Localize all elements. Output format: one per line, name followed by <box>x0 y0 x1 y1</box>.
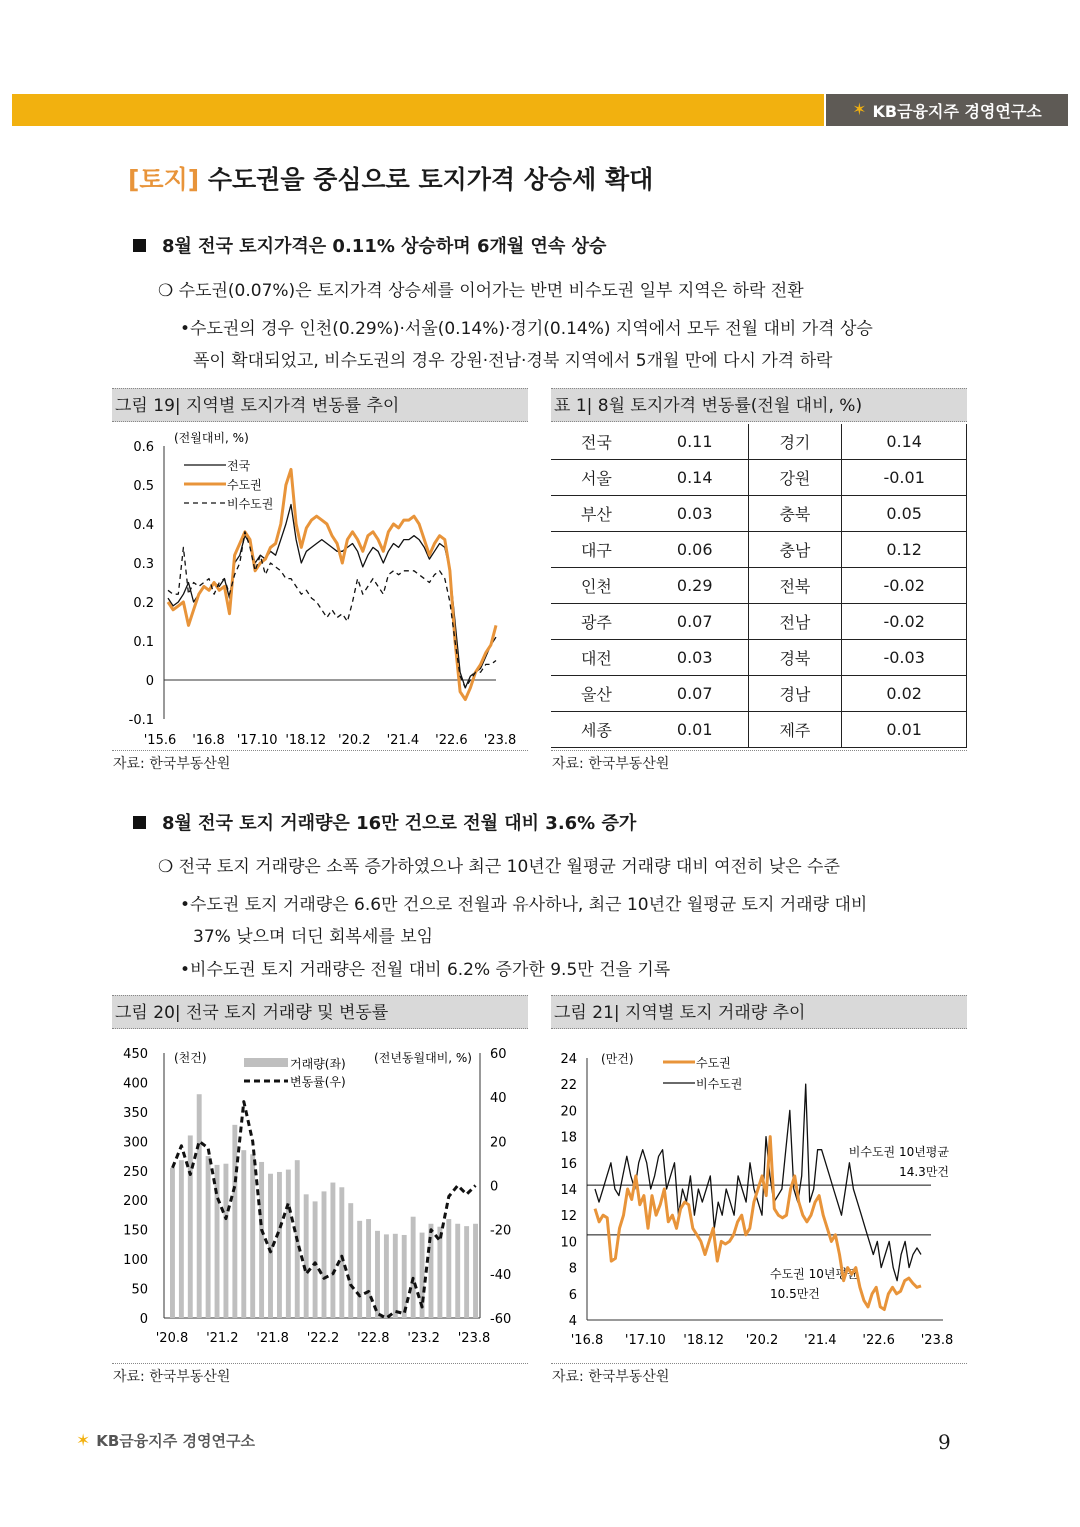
footer-logo-text: KB금융지주 경영연구소 <box>96 1432 255 1450</box>
legend-label: 수도권 <box>696 1056 731 1070</box>
table-value-cell: 0.11 <box>642 424 748 460</box>
footer-logo <box>76 1430 255 1451</box>
x-tick-label: '15.6 <box>143 733 177 748</box>
y-tick-label-left: 300 <box>123 1135 148 1151</box>
y-tick-label-right: 60 <box>490 1047 507 1062</box>
title-tag: [토지] <box>128 165 200 194</box>
bar <box>357 1221 362 1318</box>
x-tick-label: '20.8 <box>155 1331 189 1346</box>
table-value-cell: 0.14 <box>842 424 967 460</box>
fig21-chart <box>551 1038 967 1358</box>
bar <box>473 1224 478 1318</box>
table-value-cell: 0.03 <box>642 640 748 676</box>
y-tick-label-left: 450 <box>123 1047 148 1062</box>
table-region-cell: 대전 <box>551 640 642 676</box>
y-tick-label: 0.6 <box>133 440 154 455</box>
table-value-cell: 0.07 <box>642 604 748 640</box>
table-region-cell: 경남 <box>748 676 842 712</box>
x-tick-label: '16.8 <box>570 1333 604 1348</box>
section2-bullet1-line2: 37% 낮으며 더딘 회복세를 보임 <box>193 927 434 947</box>
x-tick-label: '18.12 <box>285 733 327 748</box>
legend-label: 비수도권 <box>696 1077 743 1091</box>
square-bullet-icon <box>133 239 146 252</box>
legend-label: 전국 <box>227 459 251 473</box>
y-tick-label-left: 50 <box>131 1282 148 1298</box>
circle-bullet-icon: ❍ <box>158 857 174 877</box>
table-value-cell: -0.02 <box>842 568 967 604</box>
bar <box>313 1201 318 1318</box>
bar <box>330 1183 335 1318</box>
bar <box>375 1231 380 1318</box>
section2-bullet1-line1 <box>180 890 867 915</box>
table-region-cell: 대구 <box>551 532 642 568</box>
table1-caption: 표 1| 8월 토지가격 변동률(전월 대비, %) <box>551 388 967 422</box>
table-region-cell: 충남 <box>748 532 842 568</box>
table-region-cell: 전남 <box>748 604 842 640</box>
dot-bullet-icon: • <box>180 895 191 915</box>
y-tick-label: 14 <box>560 1183 577 1198</box>
table-row <box>551 604 967 640</box>
y-tick-label: 16 <box>560 1156 577 1172</box>
y-tick-label-right: -40 <box>490 1267 512 1283</box>
bar <box>170 1168 175 1318</box>
bar <box>223 1164 228 1318</box>
table-value-cell: 0.12 <box>842 532 967 568</box>
bar <box>241 1150 246 1318</box>
table-region-cell: 강원 <box>748 460 842 496</box>
kb-star-icon: ✶ <box>76 1430 91 1451</box>
legend-swatch <box>244 1058 288 1067</box>
x-tick-label: '21.4 <box>386 733 420 748</box>
fig19-source: 자료: 한국부동산원 <box>113 756 231 772</box>
table-region-cell: 경북 <box>748 640 842 676</box>
section1-bullet1-line1-text: 수도권의 경우 인천(0.29%)·서울(0.14%)·경기(0.14%) 지역에서 모두 전월 대비 가격 상승 <box>190 319 873 339</box>
bar <box>348 1203 353 1318</box>
series-line-수도권 <box>595 1137 921 1310</box>
bar <box>384 1234 389 1318</box>
fig21-source: 자료: 한국부동산원 <box>552 1369 670 1385</box>
table-row <box>551 496 967 532</box>
table-value-cell: 0.05 <box>842 496 967 532</box>
x-tick-label: '23.2 <box>407 1331 440 1346</box>
bar <box>393 1234 398 1318</box>
y-tick-label: 0.4 <box>133 518 154 533</box>
table-value-cell: -0.01 <box>842 460 967 496</box>
x-tick-label: '17.10 <box>236 733 278 748</box>
table-value-cell: 0.01 <box>642 712 748 748</box>
table-region-cell: 광주 <box>551 604 642 640</box>
table-region-cell: 부산 <box>551 496 642 532</box>
y-tick-label: 4 <box>568 1314 577 1329</box>
bar <box>215 1165 220 1318</box>
y-tick-label: 8 <box>568 1261 577 1277</box>
y-tick-label: 0.5 <box>133 479 154 494</box>
table1 <box>551 424 967 748</box>
y-tick-label: 18 <box>560 1130 577 1146</box>
fig19-source-line <box>112 750 528 751</box>
fig19-chart <box>112 424 528 754</box>
section1-bullet1-line1 <box>180 314 873 339</box>
square-bullet-icon <box>133 816 146 829</box>
section1-heading <box>133 232 606 258</box>
left-unit-label: (천건) <box>174 1051 207 1065</box>
x-tick-label: '16.8 <box>192 733 225 748</box>
bar <box>304 1194 309 1318</box>
table-region-cell: 서울 <box>551 460 642 496</box>
dot-bullet-icon: • <box>180 960 191 980</box>
x-tick-label: '22.8 <box>357 1331 390 1346</box>
table-region-cell: 경기 <box>748 424 842 460</box>
y-tick-label: -0.1 <box>128 713 154 728</box>
bar <box>259 1162 264 1318</box>
fig20-source: 자료: 한국부동산원 <box>113 1369 231 1385</box>
page-title <box>128 160 653 196</box>
annotation-label: 수도권 10년평균 <box>770 1267 859 1281</box>
y-tick-label: 0.1 <box>133 635 154 650</box>
y-tick-label-left: 0 <box>139 1312 148 1327</box>
fig19-caption: 그림 19| 지역별 토지가격 변동률 추이 <box>112 388 528 422</box>
y-tick-label-left: 400 <box>123 1076 148 1092</box>
table-value-cell: 0.06 <box>642 532 748 568</box>
table-value-cell: 0.03 <box>642 496 748 532</box>
unit-label: (만건) <box>601 1052 634 1066</box>
x-tick-label: '21.4 <box>804 1333 837 1348</box>
circle-bullet-icon: ❍ <box>158 281 174 301</box>
x-tick-label: '21.8 <box>256 1331 289 1346</box>
x-tick-label: '23.8 <box>457 1331 491 1346</box>
table1-source: 자료: 한국부동산원 <box>552 756 670 772</box>
fig21-caption: 그림 21| 지역별 토지 거래량 추이 <box>551 995 967 1029</box>
section2-point-text: 전국 토지 거래량은 소폭 증가하였으나 최근 10년간 월평균 거래량 대비 여전히 낮은 수준 <box>178 857 840 877</box>
x-tick-label: '18.12 <box>683 1333 725 1348</box>
table-region-cell: 제주 <box>748 712 842 748</box>
bar <box>322 1191 327 1318</box>
y-tick-label-right: 0 <box>490 1179 499 1195</box>
y-tick-label-right: 40 <box>490 1091 507 1107</box>
fig20-source-line <box>112 1363 528 1364</box>
section1-bullet1-line2: 폭이 확대되었고, 비수도권의 경우 강원·전남·경북 지역에서 5개월 만에 다시 가격 하락 <box>193 351 833 371</box>
table-value-cell: 0.02 <box>842 676 967 712</box>
right-unit-label: (전년동월대비, %) <box>374 1051 472 1065</box>
bar <box>366 1219 371 1318</box>
section2-bullet2-text: 비수도권 토지 거래량은 전월 대비 6.2% 증가한 9.5만 건을 기록 <box>190 960 671 980</box>
x-tick-label: '22.6 <box>862 1333 895 1348</box>
y-tick-label: 24 <box>560 1052 577 1067</box>
table-region-cell: 인천 <box>551 568 642 604</box>
table-value-cell: 0.14 <box>642 460 748 496</box>
fig20-chart <box>112 1038 528 1358</box>
bar <box>250 1154 255 1318</box>
section1-point-text: 수도권(0.07%)은 토지가격 상승세를 이어가는 반면 비수도권 일부 지역은 하락 전환 <box>178 281 804 301</box>
x-tick-label: '20.2 <box>338 733 371 748</box>
y-tick-label-right: -20 <box>490 1223 512 1239</box>
fig20-caption: 그림 20| 전국 토지 거래량 및 변동률 <box>112 995 528 1029</box>
bar <box>455 1224 460 1318</box>
section1-point <box>158 276 804 301</box>
table-row <box>551 640 967 676</box>
y-tick-label-left: 200 <box>123 1194 148 1210</box>
y-tick-label: 12 <box>560 1209 577 1225</box>
unit-label: (전월대비, %) <box>174 431 249 445</box>
y-tick-label-left: 100 <box>123 1253 148 1269</box>
legend-label: 변동률(우) <box>290 1075 346 1089</box>
kb-star-icon: ✶ <box>852 100 867 120</box>
header-logo <box>826 94 1068 126</box>
title-text: 수도권을 중심으로 토지가격 상승세 확대 <box>207 165 654 194</box>
x-tick-label: '23.8 <box>483 733 517 748</box>
header-bar <box>12 94 824 126</box>
bar <box>232 1125 237 1318</box>
table1-source-line <box>551 750 967 751</box>
y-tick-label: 0.2 <box>133 596 154 611</box>
x-tick-label: '21.2 <box>206 1331 239 1346</box>
page-number: 9 <box>938 1430 951 1454</box>
y-tick-label: 0 <box>145 674 154 689</box>
table-row <box>551 424 967 460</box>
x-tick-label: '22.2 <box>306 1331 340 1346</box>
y-tick-label-right: 20 <box>490 1135 507 1151</box>
table-row <box>551 460 967 496</box>
legend-label: 수도권 <box>227 478 262 492</box>
series-line-비수도권 <box>595 1084 921 1281</box>
table-region-cell: 전국 <box>551 424 642 460</box>
y-tick-label-left: 250 <box>123 1164 148 1180</box>
table-row <box>551 568 967 604</box>
bar <box>411 1217 416 1318</box>
legend-label: 거래량(좌) <box>290 1057 346 1071</box>
section2-heading <box>133 809 636 835</box>
bar <box>286 1170 291 1318</box>
bar <box>446 1219 451 1318</box>
table-value-cell: 0.01 <box>842 712 967 748</box>
y-tick-label: 0.3 <box>133 557 154 572</box>
annotation-label: 14.3만건 <box>899 1165 949 1179</box>
section1-heading-text: 8월 전국 토지가격은 0.11% 상승하며 6개월 연속 상승 <box>162 236 607 257</box>
y-tick-label-right: -60 <box>490 1312 512 1327</box>
table-region-cell: 전북 <box>748 568 842 604</box>
y-tick-label: 10 <box>560 1235 577 1251</box>
table-value-cell: -0.02 <box>842 604 967 640</box>
header-logo-text: KB금융지주 경영연구소 <box>872 101 1042 121</box>
section2-point <box>158 852 840 877</box>
x-tick-label: '20.2 <box>745 1333 779 1348</box>
bar <box>339 1187 344 1318</box>
table-row <box>551 532 967 568</box>
table-row <box>551 712 967 748</box>
section2-bullet1-line1-text: 수도권 토지 거래량은 6.6만 건으로 전월과 유사하나, 최근 10년간 월평균 토지 거래량 대비 <box>190 895 868 915</box>
legend-label: 비수도권 <box>227 497 274 511</box>
fig21-source-line <box>551 1363 967 1364</box>
annotation-label: 10.5만건 <box>770 1287 820 1301</box>
table-value-cell: 0.07 <box>642 676 748 712</box>
x-tick-label: '23.8 <box>920 1333 954 1348</box>
y-tick-label: 22 <box>560 1078 577 1094</box>
table-region-cell: 세종 <box>551 712 642 748</box>
x-tick-label: '17.10 <box>624 1333 666 1348</box>
series-line-수도권 <box>168 469 496 699</box>
bar <box>179 1160 184 1318</box>
y-tick-label-left: 150 <box>123 1223 148 1239</box>
dot-bullet-icon: • <box>180 319 191 339</box>
table-value-cell: 0.29 <box>642 568 748 604</box>
y-tick-label: 20 <box>560 1104 577 1120</box>
table-region-cell: 울산 <box>551 676 642 712</box>
table-region-cell: 충북 <box>748 496 842 532</box>
bar <box>402 1235 407 1318</box>
bar <box>197 1094 202 1318</box>
table-value-cell: -0.03 <box>842 640 967 676</box>
y-tick-label: 6 <box>568 1287 577 1303</box>
table-row <box>551 676 967 712</box>
bar <box>206 1156 211 1318</box>
x-tick-label: '22.6 <box>435 733 468 748</box>
section2-heading-text: 8월 전국 토지 거래량은 16만 건으로 전월 대비 3.6% 증가 <box>162 813 637 834</box>
y-tick-label-left: 350 <box>123 1105 148 1121</box>
section2-bullet2 <box>180 955 670 980</box>
annotation-label: 비수도권 10년평균 <box>848 1145 949 1159</box>
bar <box>464 1226 469 1318</box>
bar <box>277 1172 282 1318</box>
bar <box>437 1227 442 1318</box>
